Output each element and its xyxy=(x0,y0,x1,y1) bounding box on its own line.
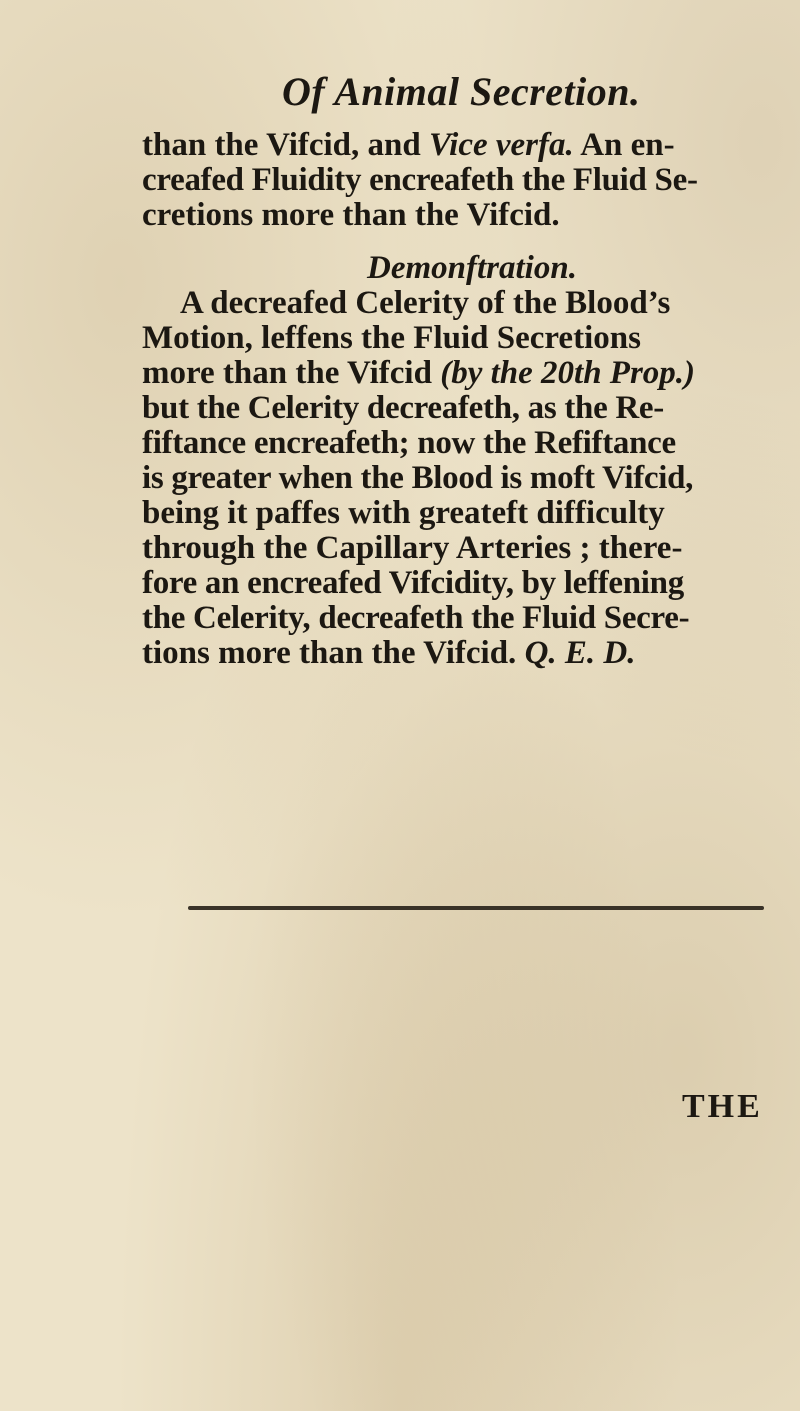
text-line: fiftance encreafeth; now the Refiftance xyxy=(142,425,676,461)
text-line: fore an encreafed Vifcidity, by leffening xyxy=(142,565,684,601)
text-line: being it paffes with greateft difficulty xyxy=(142,495,665,531)
text-line: creafed Fluidity encreafeth the Fluid Se- xyxy=(142,162,698,198)
text-line-part: An en- xyxy=(573,127,675,163)
catchword: THE xyxy=(682,1088,763,1125)
text-line xyxy=(142,128,782,163)
text-block xyxy=(142,128,782,671)
text-line: the Celerity, decreafeth the Fluid Secre- xyxy=(142,600,690,636)
text-line-part: tions more than the Vifcid. xyxy=(142,635,525,671)
text-line-part: more than the Vifcid xyxy=(142,355,441,391)
italic-reference: (by the 20th Prop.) xyxy=(440,355,696,391)
horizontal-rule xyxy=(188,906,764,910)
text-line: but the Celerity decreafeth, as the Re- xyxy=(142,390,664,426)
section-heading: Demonftration. xyxy=(367,250,577,286)
text-line: A decreafed Celerity of the Blood’s xyxy=(180,285,671,321)
text-line: through the Capillary Arteries ; there- xyxy=(142,530,683,566)
text-line: Motion, leffens the Fluid Secretions xyxy=(142,320,641,356)
text-line xyxy=(142,636,782,671)
text-line-part: than the Vifcid, and xyxy=(142,127,429,163)
text-line: is greater when the Blood is moft Vifcid, xyxy=(142,460,694,496)
italic-phrase: Vice verfa. xyxy=(428,127,574,163)
text-line xyxy=(142,356,782,391)
running-head: Of Animal Secretion. xyxy=(282,69,641,114)
qed-mark: Q. E. D. xyxy=(524,635,636,671)
text-line: cretions more than the Vifcid. xyxy=(142,197,560,233)
